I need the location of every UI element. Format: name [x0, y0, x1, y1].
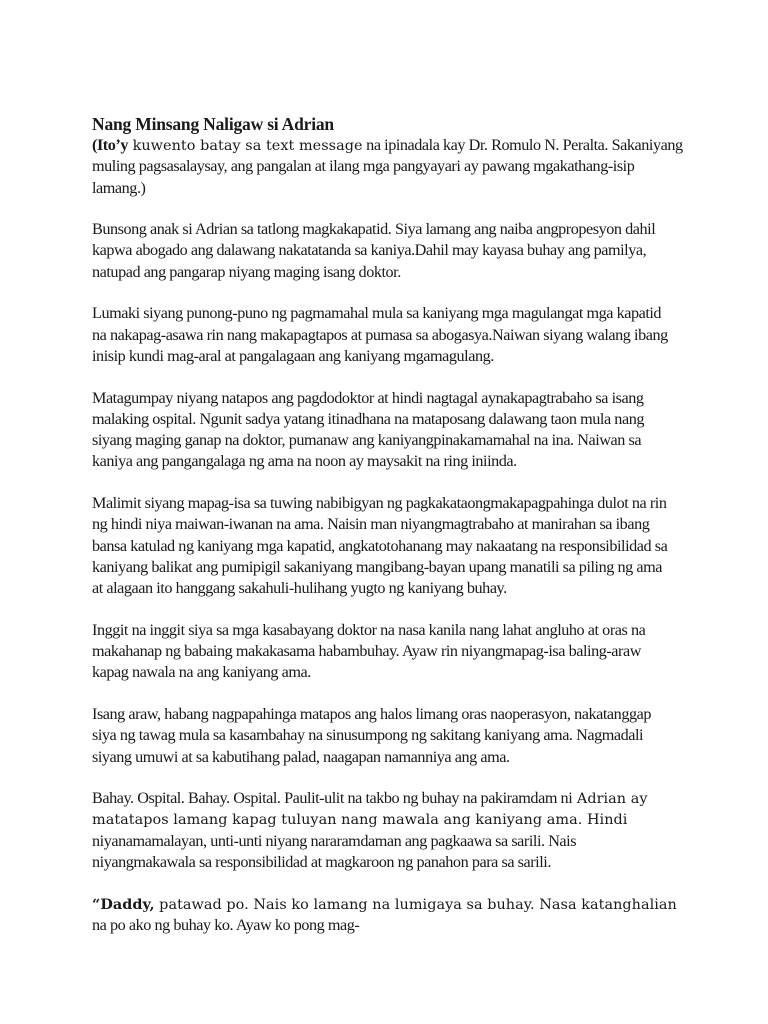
paragraph-3: [92, 388, 692, 473]
paragraph-4: [92, 493, 692, 599]
intro-open-paren: (Ito’y: [92, 136, 128, 154]
paragraph-line: natupad ang pangarap niyang maging isang doktor.: [92, 262, 401, 281]
paragraph-line: makahanap ng babaing makakasama habambuhay. Ayaw rin niyangmapag-isa baling-araw: [92, 642, 641, 661]
paragraph-line: Lumaki siyang punong-puno ng pagmamahal mula sa kaniyang mga magulangat mga kapatid: [92, 304, 662, 323]
paragraph-line: Inggit na inggit siya sa mga kasabayang doktor na nasa kanila nang lahat angluho at oras na: [92, 620, 646, 639]
paragraph-line: kapag nawala na ang kaniyang ama.: [92, 663, 311, 682]
intro-line: muling pagsasalaysay, ang pangalan at ilang mga pangyayari ay pawang mgakathang-isip: [92, 157, 635, 176]
paragraph-line: Matagumpay niyang natapos ang pagdodoktor at hindi nagtagal aynakapagtrabaho sa isang: [92, 388, 644, 407]
daddy-quote: “Daddy,: [92, 895, 155, 913]
paragraph-line: matatapos lamang kapag tuluyan nang mawala ang kaniyang ama. Hindi: [92, 811, 628, 828]
paragraph-line: niyanamamalayan, unti-unti niyang nararamdaman ang pagkaawa sa sarili. Nais: [92, 831, 577, 850]
paragraph-line: kaniya ang pangangalaga ng ama na noon ay maysakit na ring iniinda.: [92, 452, 517, 471]
paragraph-6: [92, 704, 692, 768]
paragraph-2: [92, 303, 692, 367]
intro-line: lamang.): [92, 178, 146, 197]
paragraph-line: [92, 788, 692, 809]
paragraph-line: siyang maging ganap na doktor, pumanaw ang kaniyangpinakamamahal na ina. Naiwan sa: [92, 431, 642, 450]
intro-line-rest: na ipinadala kay Dr. Romulo N. Peralta. Sakaniyang: [362, 136, 683, 154]
paragraph-line: siya ng tawag mula sa kasambahay na sinusumpong ng sakitang kaniyang ama. Nagmadali: [92, 726, 644, 745]
paragraph-line: niyangmakawala sa responsibilidad at magkaroon ng panahon para sa sarili.: [92, 853, 551, 872]
paragraph-5: [92, 620, 692, 684]
intro-paragraph: [92, 135, 692, 199]
paragraph-line: [92, 894, 692, 915]
document-body: [92, 113, 692, 957]
paragraph-line: kapwa abogado ang dalawang nakatatanda sa kaniya.Dahil may kayasa buhay ang pamilya,: [92, 241, 647, 260]
paragraph-line: bansa katulad ng kaniyang mga kapatid, angkatotohanang may nakaatang na responsibilidad sa: [92, 536, 668, 555]
paragraph-line: na nakapag-asawa rin nang makapagtapos at pumasa sa abogasya.Naiwan siyang walang ibang: [92, 325, 668, 344]
document-title: Nang Minsang Naligaw si Adrian: [92, 114, 334, 134]
paragraph-line: Bunsong anak si Adrian sa tatlong magkakapatid. Siya lamang ang naiba angpropesyon dahil: [92, 220, 656, 239]
paragraph-7: [92, 788, 692, 873]
intro-serif-fragment: kuwento batay sa text message: [127, 138, 363, 154]
paragraph-line: siyang umuwi at sa kabutihang palad, naagapan namanniya ang ama.: [92, 747, 510, 766]
paragraph-1: [92, 219, 692, 283]
p8-line-rest: patawad po. Nais ko lamang na lumigaya sa buhay. Nasa katanghalian: [154, 896, 677, 913]
paragraph-8: [92, 894, 692, 937]
paragraph-line: at alagaan ito hanggang sakahuli-hulihang yugto ng kaniyang buhay.: [92, 579, 507, 598]
paragraph-line: Isang araw, habang nagpapahinga matapos ang halos limang oras naoperasyon, nakatanggap: [92, 705, 651, 724]
paragraph-line: malaking ospital. Ngunit sadya yatang itinadhana na mataposang dalawang taon mula nang: [92, 409, 644, 428]
paragraph-line: kaniyang balikat ang pumipigil sakaniyang mangibang-bayan upang manatili sa piling ng ama: [92, 557, 662, 576]
p7-line-start: Bahay. Ospital. Bahay. Ospital. Paulit-ulit na takbo ng buhay na pakiramdam ni: [92, 789, 573, 808]
p7-serif-fragment: Adrian ay: [572, 791, 648, 808]
paragraph-line: ng hindi niya maiwan-iwanan na ama. Naisin man niyangmagtrabaho at manirahan sa ibang: [92, 515, 650, 534]
paragraph-line: na po ako ng buhay ko. Ayaw ko pong mag-: [92, 915, 360, 934]
paragraph-line: Malimit siyang mapag-isa sa tuwing nabibigyan ng pagkakataongmakapagpahinga dulot na rin: [92, 494, 667, 513]
intro-line: [92, 135, 692, 156]
paragraph-line: inisip kundi mag-aral at pangalagaan ang kaniyang mgamagulang.: [92, 346, 494, 365]
